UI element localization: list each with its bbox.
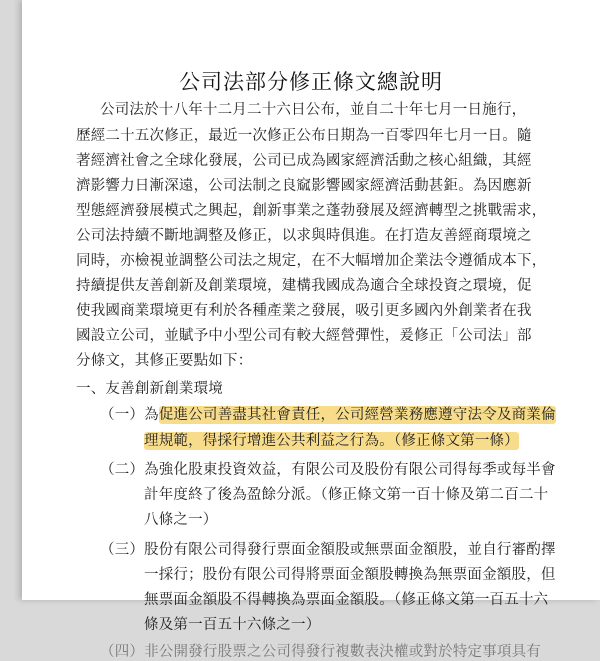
item-1-prefix: （一）為 — [100, 407, 159, 423]
item-3-line: 條及第一百五十六條之一） — [144, 617, 321, 633]
item-1-line — [144, 429, 519, 450]
intro-line: 持續提供友善創新及創業環境，建構我國成為適合全球投資之環境，促 — [76, 278, 532, 294]
intro-line: 使我國商業環境更有利於各種產業之發展，吸引更多國內外創業者在我 — [76, 303, 532, 319]
intro-line: 型態經濟發展模式之興起，創新事業之蓬勃發展及經濟轉型之挑戰需求， — [76, 203, 547, 219]
intro-line: 分條文，其修正要點如下： — [76, 353, 253, 369]
item-4-line: （四）非公開發行股票之公司得發行複數表決權或對於特定事項具有 — [100, 644, 541, 660]
section-heading: 一、友善創新創業環境 — [76, 381, 223, 397]
item-2-line: 八條之一） — [144, 512, 218, 528]
intro-line: 同時，亦檢視並調整公司法之規定，在不大幅增加企業法令遵循成本下， — [76, 253, 547, 269]
intro-line: 濟影響力日漸深遠，公司法制之良窳影響國家經濟活動甚鉅。為因應新 — [76, 178, 532, 194]
item-3-line: （三）股份有限公司得發行票面金額股或無票面金額股，並自行審酌擇 — [100, 542, 556, 558]
item-1-line — [100, 403, 556, 424]
intro-line: 著經濟社會之全球化發展，公司已成為國家經濟活動之核心組織，其經 — [76, 153, 532, 169]
item-2-line: 計年度終了後為盈餘分派。（修正條文第一百十條及第二百二十 — [144, 487, 549, 503]
document-page — [22, 0, 600, 660]
highlighted-text: 理規範，得採行增進公共利益之行為。（修正條文第一條） — [144, 433, 519, 449]
highlighted-text: 促進公司善盡其社會責任，公司經營業務應遵守法令及商業倫 — [158, 407, 556, 423]
intro-line: 歷經二十五次修正，最近一次修正公布日期為一百零四年七月一日。隨 — [76, 128, 532, 144]
intro-line: 國設立公司，並賦予中小型公司有較大經營彈性，爰修正「公司法」部 — [76, 328, 532, 344]
item-2-line: （二）為強化股東投資效益，有限公司及股份有限公司得每季或每半會 — [100, 462, 556, 478]
intro-line: 公司法持續不斷地調整及修正，以求與時俱進。在打造友善經商環境之 — [76, 228, 532, 244]
item-3-line: 無票面金額股不得轉換為票面金額股。（修正條文第一百五十六 — [144, 592, 549, 608]
item-3-line: 一採行；股份有限公司得將票面金額股轉換為無票面金額股，但 — [144, 567, 556, 583]
intro-line: 公司法於十八年十二月二十六日公布，並自二十年七月一日施行， — [100, 102, 527, 118]
document-title: 公司法部分修正條文總說明 — [179, 70, 443, 94]
